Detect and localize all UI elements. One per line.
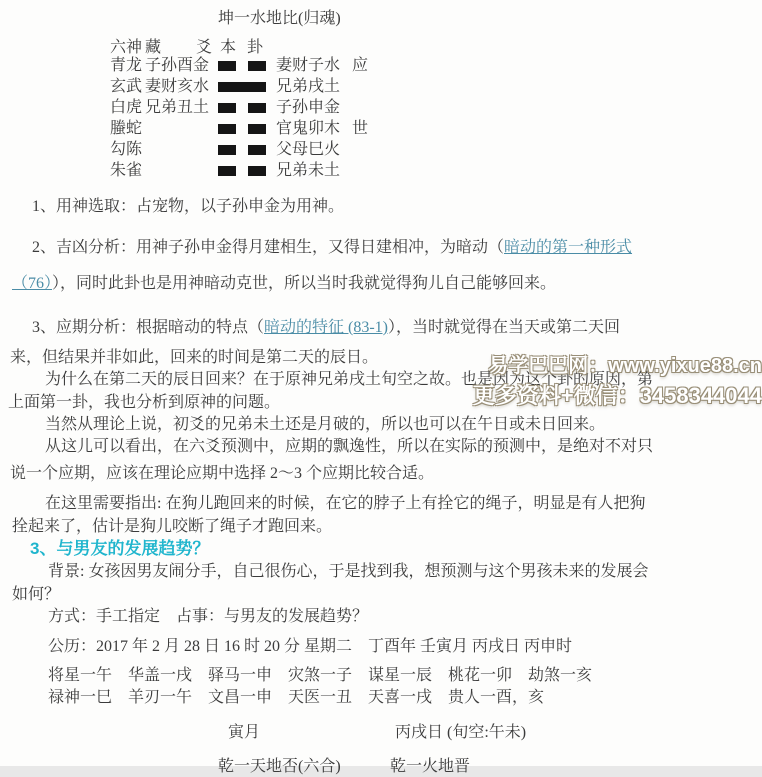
analysis-item-1: 1、用神选取：占宠物，以子孙申金为用神。 <box>32 198 345 215</box>
analysis-item-2-text: 2、吉凶分析：用神子孙申金得月建相生，又得日建相冲，为暗动（ <box>32 239 505 256</box>
header-hidden-b: 爻 <box>196 39 213 56</box>
shi-ying-marker: 应 <box>352 56 369 74</box>
method-line: 方式：手工指定 占事：与男友的发展趋势？ <box>48 608 369 625</box>
shi-ying-marker: 世 <box>352 119 369 137</box>
background-line-2: 如何？ <box>12 586 61 603</box>
section-heading-boyfriend-trend: 3、与男友的发展趋势？ <box>30 539 210 558</box>
link-andong-first-form[interactable]: 暗动的第一种形式 <box>504 239 633 256</box>
main-line-label: 妻财子水 <box>276 56 341 74</box>
header-main-a: 本 <box>220 39 237 56</box>
header-six-spirits: 六神 <box>110 39 143 56</box>
hexagram-row <box>110 99 352 116</box>
six-spirit-label: 玄武 <box>110 77 143 95</box>
analysis-item-3-text-cont: ），当时就觉得在当天或第二天回 <box>388 319 621 336</box>
hexagram-row <box>110 162 352 179</box>
yao-line-icon <box>218 145 266 155</box>
analysis-item-3-line-3: 为什么在第二天的辰日回来？在于原神兄弟戌土旬空之故。也是因为这个卦的原因，第 <box>45 371 654 388</box>
watermark-wechat-contact: 更多资料+微信：3458344044 <box>472 383 762 408</box>
six-spirit-label: 朱雀 <box>110 161 143 179</box>
hexagram-row <box>110 78 352 95</box>
hexagram-row <box>110 120 368 137</box>
stars-line-1: 将星一午 华盖一戌 驿马一申 灾煞一子 谋星一辰 桃花一卯 劫煞一亥 <box>48 667 593 684</box>
analysis-note-line-1: 在这里需要指出: 在狗儿跑回来的时候，在它的脖子上有拴它的绳子，明显是有人把狗 <box>45 495 646 512</box>
yao-line-icon <box>218 61 266 71</box>
next-hexagram-main-label: 乾一天地否(六合) <box>218 758 341 775</box>
main-line-label: 兄弟戌土 <box>276 77 341 95</box>
main-line-label: 兄弟未土 <box>276 161 341 179</box>
analysis-item-3-line-6: 从这儿可以看出，在六爻预测中，应期的飘逸性，所以在实际的预测中，是绝对不对只 <box>45 438 654 455</box>
next-hexagram-changed-label: 乾一火地晋 <box>390 758 471 775</box>
hidden-line-label: 妻财亥水 <box>145 77 210 95</box>
header-hidden-a: 藏 <box>145 39 162 56</box>
hexagram-row <box>110 57 368 74</box>
six-spirit-label: 白虎 <box>110 98 143 116</box>
yao-line-icon <box>218 166 266 176</box>
analysis-item-3-line-2: 来，但结果并非如此，回来的时间是第二天的辰日。 <box>10 349 379 366</box>
date-line: 公历：2017 年 2 月 28 日 16 时 20 分 星期二 丁酉年 壬寅月 丙戌日 丙申时 <box>48 638 573 655</box>
analysis-note-line-2: 拴起来了，估计是狗儿咬断了绳子才跑回来。 <box>12 518 333 535</box>
stars-line-2: 禄神一巳 羊刃一午 文昌一申 天医一丑 天喜一戌 贵人一酉，亥 <box>48 689 545 706</box>
main-line-label: 子孙申金 <box>276 98 341 116</box>
link-andong-feature[interactable]: 暗动的特征 (83-1) <box>264 319 389 336</box>
yao-line-icon <box>218 124 266 134</box>
month-pillar-label: 寅月 <box>228 724 261 741</box>
header-main-b: 卦 <box>247 39 264 56</box>
six-spirit-label: 勾陈 <box>110 140 143 158</box>
link-andong-first-form-page[interactable]: （76） <box>12 275 53 292</box>
analysis-item-3-line-5: 当然从理论上说，初爻的兄弟未土还是月破的，所以也可以在午日或未日回来。 <box>45 416 606 433</box>
background-line-1: 背景: 女孩因男友闹分手，自己很伤心，于是找到我，想预测与这个男孩未来的发展会 <box>48 563 649 580</box>
main-line-label: 官鬼卯木 <box>276 119 341 137</box>
day-pillar-label: 丙戌日 (旬空:午未) <box>395 724 527 741</box>
analysis-item-2-text-cont: ），同时此卦也是用神暗动克世，所以当时我就觉得狗儿自己能够回来。 <box>52 275 557 292</box>
analysis-item-3-line-7: 说一个应期，应该在理论应期中选择 2～3 个应期比较合适。 <box>10 465 435 482</box>
yao-line-icon <box>218 103 266 113</box>
analysis-item-3-text: 3、应期分析：根据暗动的特点（ <box>32 319 265 336</box>
six-spirit-label: 青龙 <box>110 56 143 74</box>
analysis-item-3-line-1 <box>32 318 620 338</box>
hidden-line-label: 子孙酉金 <box>145 56 210 74</box>
hexagram-row <box>110 141 352 158</box>
yao-line-icon <box>218 82 266 92</box>
hexagram-title: 坤一水地比(归魂) <box>218 10 341 27</box>
hidden-line-label: 兄弟丑土 <box>145 98 210 116</box>
analysis-item-2-line-2 <box>12 274 556 294</box>
analysis-item-2-line-1 <box>32 238 632 258</box>
main-line-label: 父母巳火 <box>276 140 341 158</box>
site-watermark <box>473 351 762 411</box>
six-spirit-label: 螣蛇 <box>110 119 143 137</box>
analysis-item-3-line-4: 上面第一卦，我也分析到原神的问题。 <box>8 394 281 411</box>
watermark-site-url: 易学巴巴网：www.yixue88.cn <box>488 355 762 377</box>
